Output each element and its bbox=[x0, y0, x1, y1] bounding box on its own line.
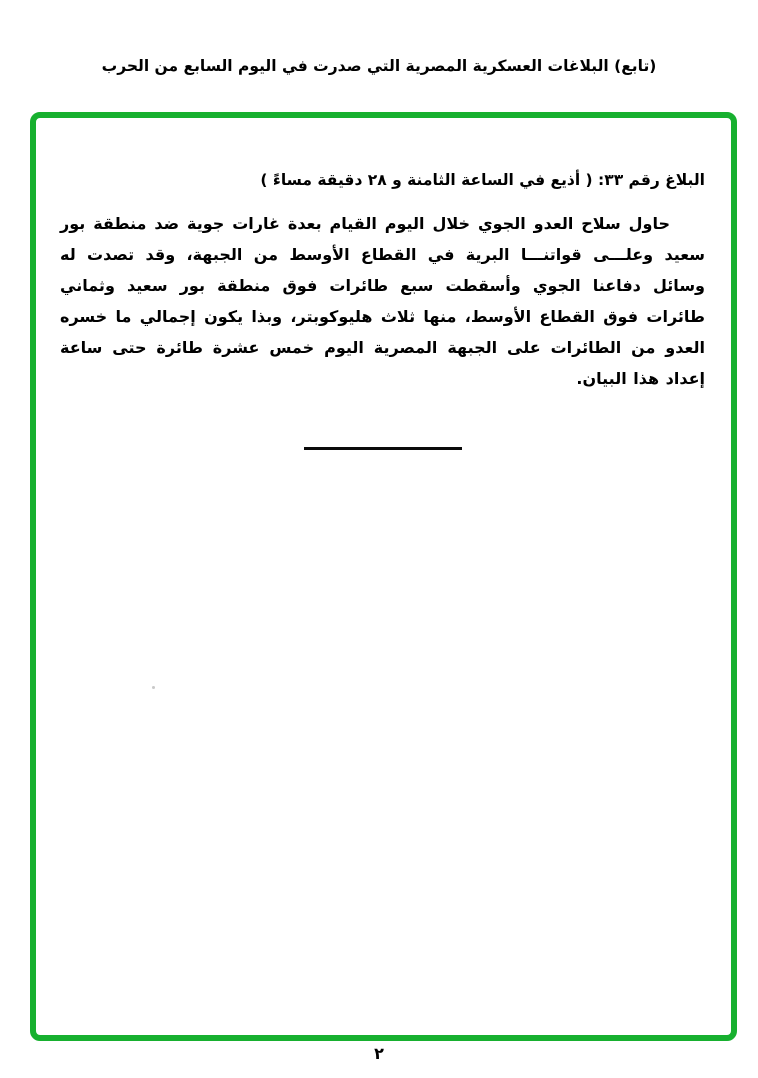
bulletin-heading: البلاغ رقم ٣٣: ( أذيع في الساعة الثامنة و ٢٨ دقيقة مساءً ) bbox=[260, 171, 705, 189]
page-number: ٢ bbox=[374, 1044, 384, 1063]
bulletin-content bbox=[36, 118, 731, 450]
scan-speck bbox=[152, 686, 155, 689]
bulletin-body: حاول سلاح العدو الجوي خلال اليوم القيام بعدة غارات جوية ضد منطقة بور سعيد وعلـــى قواتنـــا البرية في القطاع الأوسط من الجبهة، وقد تصدت له وسائل دفاعنا الجوي وأسقطت سبع طائرات فوق منطقة بور سعيد وثماني طائرات فوق القطاع الأوسط، منها ثلاث هليوكوبتر، وبذا يكون إجمالي ما خسره العدو من الطائرات على الجبهة المصرية اليوم خمس عشرة طائرة حتى ساعة إعداد هذا البيان. bbox=[60, 214, 705, 388]
page-title: (تابع) البلاغات العسكرية المصرية التي صدرت في اليوم السابع من الحرب bbox=[101, 57, 657, 75]
bulletin-frame bbox=[30, 112, 737, 1041]
section-divider bbox=[304, 447, 462, 450]
